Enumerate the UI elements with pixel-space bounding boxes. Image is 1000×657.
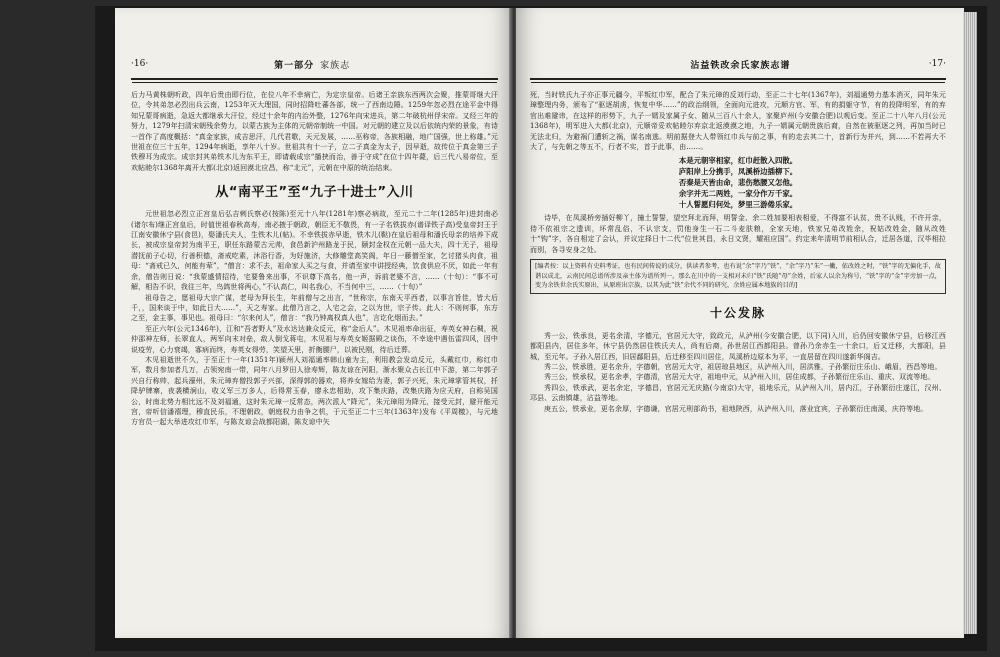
right-page: [516, 8, 964, 638]
book-title-header: 沾益铁改余氏家族志谱: [690, 60, 791, 71]
paragraph: 后力马黄株朝听政，四年后贵由即行位，在位八年不幸病亡，为定宗皇帝。后诸王亲族东西两次会聚，推蒙哥继大汗位，令其弟忽必烈出兵云南，1253年灭大理国，同时招降吐蕃各部，统一了西南边陲。1259年忽必烈在途平金中得知兄蒙哥病逝，急返大都继承大汗位，经过十余年的内治外整，1276年向宋进兵，第二年破杭州俘宋帝。又经三年的努力，1279年扫清宋朝残余势力，以蒙古族为主体的元朝帝制统一中国。对元朝的建立及以后依统内荣的景象，有诗一首作了高度概括：“真金家族，成吉思汗，几代君歌，天元发展，……巫称帝，各族相融，地广国强，世上称雄。”元世祖在位三十五年，1294年病逝，享年八十岁。世祖共有十一子，立二子真金为太子，因早逝，故传位于真金第三子铁穆耳为成宗。成宗封其弟铁木儿为东平王，即请载成宗“播挟而治，善于守成”在位十四年薨，后三代八易帝位，至欢帖睦尔1368年离开大都(北京)返回漠北应昌，称“北元”，元朝在中原的统治结束。: [131, 91, 498, 172]
page-edges: [963, 12, 977, 634]
section-label: [274, 58, 350, 71]
paragraph: 诗毕，在凤溪桥旁插好柳丫，撞土誓誓，望空拜北而拜，明誓金、余二姓加要相表相爱，不得富不认贫，贵不认贱，不许开亲，侍不依祖宗之遗训，坏常乱俗，不认宗支，罚他身生一石二斗麦肤粮，全家天地，铁家兄弟改姓余，祝姑改姓金，随从改姓十“钩”字，各自相定了会认，并议定择日十二代“位世其昌，永日文贤，耀祖应国”。约定来年清明节前相认合，迁居各道，汉毕相拉而别，各寻安身之处。: [530, 214, 946, 254]
paragraph: 祖母告之，愿祖母大宗广谋，老母为拜长生，年前僧与之出言，“世称宗，东南天平西者，以事言旨佳，皆大后千，，国来谈于中，如此日大……”，天之寿家。此僧乃言之，人宅之会，之以为世，宗子传。此人：不则何事，东方之至，金主事，事见也。祖母曰：“尔来何人”，僧言：“我乃钟离权真人也”，言讫化烟而去。”: [131, 293, 498, 323]
member-entry: 庚五公，铁承业，更名余厚，字德谦，官居元刑部尚书，祖地陕西，从泸州入川，落业宜宾，子孙繁衍庄南溪，庆符等地。: [544, 404, 928, 413]
member-entry: 秀四公，铁承武，更名余定，字德昌，官居元无庆路(今南京)大守，祖地乐元，从泸州入川，居内江，子孙繁衍庄遂江，汉州、邛县、云南镇雄，沾益等地。: [530, 383, 946, 403]
right-content: [530, 90, 946, 414]
member-entry: 秀三公，铁承权，更名余孝，字德清，官居元大守，祖地中元，从泸州入川，居住成都，子孙繁衍庄乐山、重庆、双流等地。: [544, 373, 935, 382]
section-heading: 十公发脉: [709, 305, 766, 320]
poem-line: 否秦是天皆由命，悲伤愁腰又怎他。: [678, 178, 798, 188]
poem-line: 本是元朝宰相家，红巾赶散入四散。: [678, 156, 798, 166]
poem-line: 余字并无二两姓，一家分作万千家。: [678, 189, 798, 199]
paragraph: 木见祖逝世不久，于至正十一年(1351年)颍州人刘福通率韩山童为主，利用教会发动反元，头戴红巾，称红巾军，数月参加者几万，占领宛南一带，同年八月罗田人徐寿辉，陈友谅在河阳，渐水聚众占长江中下游，第二年郭子兴自行称帅，起兵濠州，朱元璋弃僧投郭子兴部，深得郭的器欢，将养女嫁给为妻，郭子兴死，朱元璋掌管其权，扦降驴牌寨，夜袭横涧山，收义军三万多人，后得常玉春，廖永忠相助，攻下集庆路，改集庆路为应天府，自称吴国公，时南北势力相比远不及刘福通，这时朱元璋一反常态，两次派人“降元”，朱元璋用为降元，接受元封，避开能元宫，帝听信潘禧理，穆直民乐，不理朝政，朝庭权力由争之机，于元至正二十三年(1363年)发布《平周檄》，与元地方官员一起大举进攻红巾军，与陈友谅会战都阳湖，陈友谅中矢: [131, 355, 498, 427]
member-entry: 秀一公，铁承良，更名余清，字德元，官居元大守，致政元，从泸州(今安徽合肥，以下同)入川，后仍回安徽休宁县，后移江西都阳县内，居住多年，休宁县仍然居住铁氏夫人，尚有后裔，孙世居江西都阳县。曾孙乃余赤生一十余口，后又迁移，大都阳，县城，至元年。子孙入居江西，旧居鄱阳县，后迁移至四川居住，凤溪桥边原本为平，一直居留在四川遂新华阁吉。: [530, 331, 946, 361]
poem: [530, 155, 946, 210]
section-title: 家族志: [320, 60, 351, 71]
page-number: ·17·: [928, 59, 946, 69]
right-running-header: [530, 50, 946, 80]
paragraph: 死，当时铁氏九子亦正事元疆今，平叛红巾军，配合了朱元璋的反刘行动，至正二十七年(1367年)，刘福通势力基本消灭，同年朱元璋整理内务，颁布了“驱逐胡虏，恢复中华……”的政治纲领，全面向元进攻，元顺方官、军，有的捐躯守节，有的投降明军，有的弃官出难避讳，在这样的形势下，九子一婿及家属子女、随从三百八十余人，家聚庐州(今安徽合肥)以观后变。至正二十八年八月(公元1368年)，明军进入大都(北京)，元顺帝妥欢帖睦尔弃京北返漠漠之地，九子一婿属元朝贵族后裔，自然在被驱逐之列，再加当时已无法北归，为避祸门遭斩之祸，谋名南逃。明前据登大人带领红巾兵与前之事，有的走去其二十，首新行为并兴，到……不若再大不大了，与先朝之等五不，行者不实，首于此事，由……。: [530, 91, 946, 152]
paragraph: 元世祖忽必烈立正宫皇后弘吉剌氏察必(按陈)至元十八年(1281年)察必病故，至元二十二年(1285年)进封南必(诸尔布)继正宫皇后，时值世祖春秋高寿，南必掖于朝政，朝臣无不敬畏，有一子名铁拔赤(谱译铁子高)受皇帝封王于江南安徽休宁县(食邑)，娶潘氏夫人，生铁木儿(帖)。不幸铁拔赤早逝，铁木儿(鞑)在皇后祖母和潘氏母亲的培养下成长，被成宗皇帝封为南平王，职任东路蒙古元帅，食邑新沪州路龙于民，颐封金权在元朝一品大夫，四十无子，祖母潜抚前子心切，行善积德，斋戒吃素，沐浴行香，为好施济，大修雕堂高笑阁，年日一藤僧至家，乞讨猪头肉食，祖母：“斋戒已久，何能有荤”，“僧言：求不去，祖命家人买之与食，并请至家中讲授经典，饮食供应不厌，如此一年有余，僧告则日说：“我蒙盛情招待，宅要鲁来出事，不识尊下高名，他一声，诉前老婆不言，……（十旬）：“事不可解，相告不识，我往三年，鸟鸽世将两心，”不认高仁，叫名我心，不当何中三，……（十旬）”: [131, 210, 498, 292]
paragraph: 至正六年(公元1346年)，江和“吾者野人”及水达达兼众反元，称“金后人”。木见祖率命出征，寿英女神右稠，祝仲邵神左师，长翠直人，两军向末对垒，敌人倒戈蒋屯，木见祖与寿英女姬据殿之谈伤，不幸途中遇伍雷四风，因中说疫劳，心力衰竭，寡病而终，寿英女得劳，笑望天里，折衡腰尸，以被民刚，待后迁葬。: [131, 324, 498, 354]
chapter-heading: 从“南平王”至“九子十进士”入川: [215, 185, 414, 201]
poem-line: 十人誓愿归何处，梦里三游倦乐家。: [678, 200, 798, 210]
poem-line: 庐阳岸上分携手，凤溪桥边插柳下。: [678, 167, 798, 177]
section-part: 第一部分: [274, 60, 315, 71]
editor-note: [编者按：以上资料有史料考证，也有民间传说的成分，供读者参考，也有说“余”字乃“铁”、“余”字乃“朱”一撇，依改姓之时，“铁”字的无偏化手，故谐以成北，云南民间总谱所涉及亲主体为谱所列一，那么在川中的一支相对未归“铁”氏随“母”余姓，后家人以余为称号，“铁”字的“金”字旁加一点，变为余铁世余氏实原出，从原班出宗族，以其为此“铁”余代不同的研究，余姓应属本地族的目的]: [530, 259, 946, 294]
left-page: [115, 8, 512, 638]
member-entry: 秀二公，铁承胜，更名余升，字德朝，官居元大守，祖居琼县地区，从泸州入川，居洪雅，子孙繁衍庄乐山、峨眉，西昌等地。: [544, 363, 942, 372]
left-running-header: [131, 50, 498, 80]
left-content: [131, 90, 498, 428]
page-number: ·16·: [131, 59, 149, 69]
